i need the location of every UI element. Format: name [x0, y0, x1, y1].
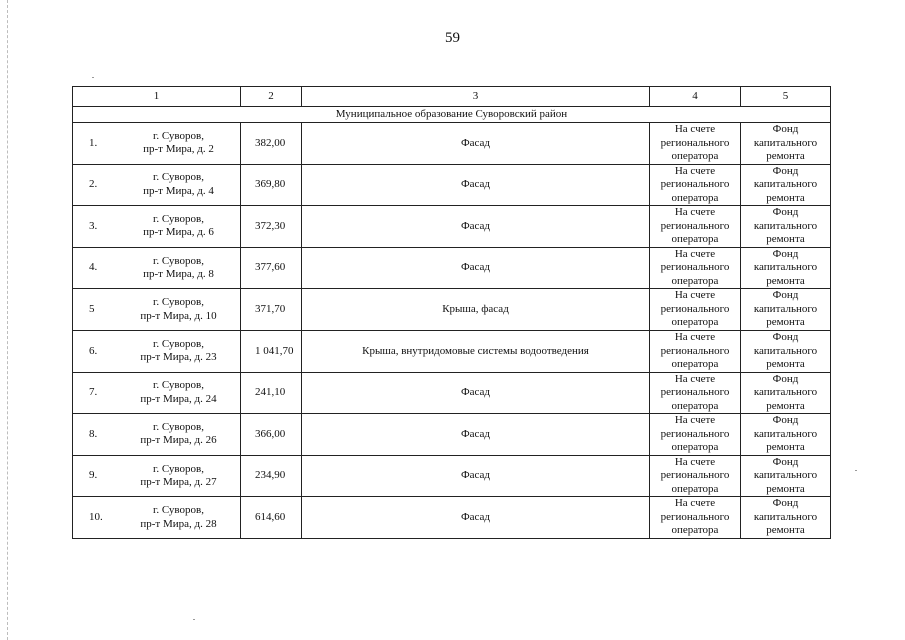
method-line: оператора [671, 399, 719, 412]
works-cell: Фасад [302, 164, 650, 206]
row-number: 10. [89, 510, 103, 523]
method-line: На счете [674, 414, 716, 427]
fund-line: Фонд [772, 206, 799, 219]
method-cell [650, 330, 741, 372]
table-row [73, 123, 831, 165]
fund-line: капитального [753, 386, 818, 399]
method-line: На счете [674, 206, 716, 219]
fund-line: ремонта [766, 233, 805, 246]
fund-line: Фонд [772, 331, 799, 344]
area-cell: 614,60 [241, 497, 302, 539]
address [73, 296, 240, 323]
area-cell: 234,90 [241, 455, 302, 497]
address [73, 463, 240, 490]
table-row [73, 289, 831, 331]
address-cell [73, 123, 241, 165]
method-line: оператора [671, 482, 719, 495]
address-street: пр-т Мира, д. 4 [143, 184, 214, 197]
method-line: оператора [671, 358, 719, 371]
fund-cell [741, 497, 831, 539]
row-number: 5 [89, 302, 95, 315]
area-cell: 1 041,70 [241, 330, 302, 372]
fund-line: капитального [753, 427, 818, 440]
address-city: г. Суворов, [153, 296, 204, 309]
works-cell: Фасад [302, 497, 650, 539]
column-number-row [73, 87, 831, 107]
method-line: регионального [660, 136, 730, 149]
scan-speck [92, 77, 94, 78]
scan-speck [855, 470, 857, 471]
fund-cell [741, 289, 831, 331]
row-number: 2. [89, 178, 98, 191]
fund-cell [741, 206, 831, 248]
address-street: пр-т Мира, д. 28 [140, 517, 217, 530]
address-cell [73, 372, 241, 414]
works-cell: Фасад [302, 123, 650, 165]
row-number: 6. [89, 344, 98, 357]
method-line: На счете [674, 289, 716, 302]
fund-line: Фонд [772, 289, 799, 302]
method-line: оператора [671, 441, 719, 454]
column-header: 1 [73, 87, 241, 107]
row-number: 7. [89, 386, 98, 399]
address-city: г. Суворов, [153, 254, 204, 267]
binding-margin-line [7, 0, 8, 640]
method-line: оператора [671, 150, 719, 163]
address-cell [73, 206, 241, 248]
fund-line: ремонта [766, 316, 805, 329]
fund-cell [741, 164, 831, 206]
method-line: оператора [671, 316, 719, 329]
section-title: Муниципальное образование Суворовский район [73, 107, 831, 123]
table-row [73, 164, 831, 206]
address-city: г. Суворов, [153, 462, 204, 475]
address-cell [73, 414, 241, 456]
works-cell: Фасад [302, 455, 650, 497]
fund-line: капитального [753, 344, 818, 357]
area-cell: 372,30 [241, 206, 302, 248]
area-cell: 366,00 [241, 414, 302, 456]
fund-line: ремонта [766, 482, 805, 495]
method-line: оператора [671, 233, 719, 246]
table-row [73, 455, 831, 497]
method-line: регионального [660, 219, 730, 232]
method-line: регионального [660, 510, 730, 523]
fund-cell [741, 455, 831, 497]
fund-line: Фонд [772, 247, 799, 260]
fund-line: ремонта [766, 358, 805, 371]
page-number: 59 [445, 30, 460, 46]
fund-line: капитального [753, 510, 818, 523]
method-line: регионального [660, 427, 730, 440]
method-line: На счете [674, 123, 716, 136]
address-street: пр-т Мира, д. 8 [143, 268, 214, 281]
address-city: г. Суворов, [153, 379, 204, 392]
address-street: пр-т Мира, д. 27 [140, 476, 217, 489]
works-cell: Фасад [302, 247, 650, 289]
method-cell [650, 289, 741, 331]
method-line: регионального [660, 386, 730, 399]
fund-cell [741, 123, 831, 165]
area-cell: 241,10 [241, 372, 302, 414]
address-city: г. Суворов, [153, 337, 204, 350]
address-cell [73, 164, 241, 206]
address [73, 213, 240, 240]
table-row [73, 497, 831, 539]
fund-cell [741, 330, 831, 372]
address-city: г. Суворов, [153, 129, 204, 142]
address-city: г. Суворов, [153, 171, 204, 184]
fund-line: ремонта [766, 191, 805, 204]
method-line: регионального [660, 469, 730, 482]
address-city: г. Суворов, [153, 420, 204, 433]
method-cell [650, 206, 741, 248]
method-cell [650, 247, 741, 289]
method-line: оператора [671, 524, 719, 537]
address [73, 379, 240, 406]
method-line: регионального [660, 344, 730, 357]
fund-line: Фонд [772, 455, 799, 468]
area-cell: 371,70 [241, 289, 302, 331]
fund-line: Фонд [772, 497, 799, 510]
fund-cell [741, 372, 831, 414]
fund-line: капитального [753, 219, 818, 232]
section-row [73, 107, 831, 123]
row-number: 3. [89, 219, 98, 232]
table-row [73, 206, 831, 248]
method-line: На счете [674, 497, 716, 510]
fund-line: капитального [753, 136, 818, 149]
fund-line: капитального [753, 302, 818, 315]
works-cell: Фасад [302, 414, 650, 456]
address [73, 255, 240, 282]
method-cell [650, 123, 741, 165]
row-number: 1. [89, 136, 98, 149]
address [73, 171, 240, 198]
works-cell: Фасад [302, 206, 650, 248]
address-street: пр-т Мира, д. 23 [140, 351, 217, 364]
fund-line: Фонд [772, 164, 799, 177]
address-street: пр-т Мира, д. 6 [143, 226, 214, 239]
method-line: На счете [674, 164, 716, 177]
fund-cell [741, 247, 831, 289]
address-cell [73, 247, 241, 289]
row-number: 4. [89, 261, 98, 274]
table-row [73, 247, 831, 289]
fund-line: Фонд [772, 414, 799, 427]
method-cell [650, 164, 741, 206]
address-cell [73, 497, 241, 539]
row-number: 8. [89, 427, 98, 440]
address [73, 421, 240, 448]
works-cell: Крыша, внутридомовые системы водоотведения [302, 330, 650, 372]
method-line: оператора [671, 191, 719, 204]
method-line: оператора [671, 274, 719, 287]
method-line: регионального [660, 261, 730, 274]
capital-repair-table [72, 86, 831, 539]
fund-line: ремонта [766, 441, 805, 454]
method-cell [650, 455, 741, 497]
works-cell: Крыша, фасад [302, 289, 650, 331]
fund-line: капитального [753, 178, 818, 191]
table-row [73, 330, 831, 372]
table-row [73, 372, 831, 414]
fund-line: ремонта [766, 399, 805, 412]
address-city: г. Суворов, [153, 504, 204, 517]
area-cell: 377,60 [241, 247, 302, 289]
address-street: пр-т Мира, д. 24 [140, 392, 217, 405]
address-cell [73, 455, 241, 497]
method-line: На счете [674, 455, 716, 468]
method-line: На счете [674, 331, 716, 344]
area-cell: 382,00 [241, 123, 302, 165]
address-city: г. Суворов, [153, 212, 204, 225]
method-cell [650, 497, 741, 539]
fund-line: ремонта [766, 150, 805, 163]
address-street: пр-т Мира, д. 26 [140, 434, 217, 447]
method-line: На счете [674, 247, 716, 260]
area-cell: 369,80 [241, 164, 302, 206]
column-header: 2 [241, 87, 302, 107]
fund-line: Фонд [772, 372, 799, 385]
scan-speck [193, 619, 195, 620]
row-number: 9. [89, 469, 98, 482]
column-header: 5 [741, 87, 831, 107]
method-cell [650, 372, 741, 414]
method-line: регионального [660, 178, 730, 191]
fund-line: капитального [753, 261, 818, 274]
fund-line: ремонта [766, 524, 805, 537]
table-row [73, 414, 831, 456]
method-line: регионального [660, 302, 730, 315]
address-cell [73, 289, 241, 331]
fund-line: капитального [753, 469, 818, 482]
column-header: 3 [302, 87, 650, 107]
column-header: 4 [650, 87, 741, 107]
address [73, 130, 240, 157]
method-cell [650, 414, 741, 456]
works-cell: Фасад [302, 372, 650, 414]
address-street: пр-т Мира, д. 2 [143, 143, 214, 156]
fund-line: ремонта [766, 274, 805, 287]
address [73, 338, 240, 365]
fund-line: Фонд [772, 123, 799, 136]
fund-cell [741, 414, 831, 456]
address-cell [73, 330, 241, 372]
method-line: На счете [674, 372, 716, 385]
address-street: пр-т Мира, д. 10 [140, 309, 217, 322]
